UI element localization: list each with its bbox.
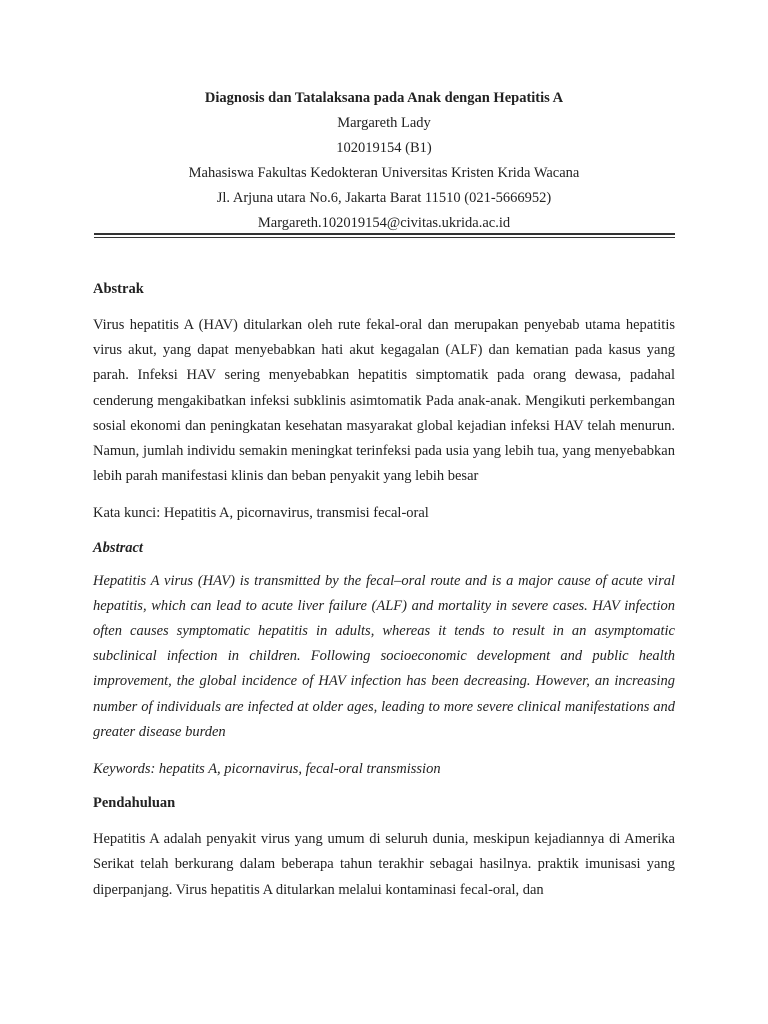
author-name: Margareth Lady xyxy=(337,115,431,131)
student-id: 102019154 (B1) xyxy=(336,140,432,156)
title-block xyxy=(0,86,768,236)
email: Margareth.102019154@civitas.ukrida.ac.id xyxy=(257,215,511,231)
abstract-body: Hepatitis A virus (HAV) is transmitted by the fecal–oral route and is a major cause of acute viral hepatitis, which can lead to acute liver failure (ALF) and mortality in severe cases. HAV infection often causes symptomatic hepatitis in adults, whereas it tends to result in an asymptomatic subclinical infection in children. Following socioeconomic development and public health improvement, the global incidence of HAV infection has been decreasing. However, an increasing number of individuals are infected at older ages, leading to more severe clinical manifestations and greater disease burden xyxy=(93,572,675,740)
abstrak-keywords: Kata kunci: Hepatitis A, picornavirus, transmisi fecal-oral xyxy=(93,505,429,522)
address: Jl. Arjuna utara No.6, Jakarta Barat 11510 (021-5666952) xyxy=(216,190,552,206)
paper-body xyxy=(93,280,675,903)
abstract-heading: Abstract xyxy=(93,539,143,556)
header-rule-thick xyxy=(94,233,675,235)
pendahuluan-heading: Pendahuluan xyxy=(93,795,176,812)
pendahuluan-body: Hepatitis A adalah penyakit virus yang umum di seluruh dunia, meskipun kejadiannya di Amerika Serikat telah berkurang dalam beberapa tahun terakhir sebagai hasilnya. praktik imunisasi yang diperpanjang. Virus hepatitis A ditularkan melalui kontaminasi fecal-oral, dan xyxy=(93,831,675,898)
header-rule-thin xyxy=(94,237,675,238)
abstrak-body: Virus hepatitis A (HAV) ditularkan oleh rute fekal-oral dan merupakan penyebab utama hepatitis virus akut, yang dapat menyebabkan hati akut kegagalan (ALF) dan kematian pada kasus yang parah. Infeksi HAV sering menyebabkan hepatitis simptomatik pada orang dewasa, padahal cenderung mengakibatkan infeksi subklinis asimtomatik Pada anak-anak. Mengikuti perkembangan sosial ekonomi dan peningkatan kesehatan masyarakat global kejadian infeksi HAV telah menurun. Namun, jumlah individu semakin meningkat terinfeksi pada usia yang lebih tua, yang menyebabkan lebih parah manifestasi klinis dan beban penyakit yang lebih besar xyxy=(93,317,675,485)
abstract-keywords: Keywords: hepatits A, picornavirus, fecal-oral transmission xyxy=(93,761,441,778)
abstrak-heading: Abstrak xyxy=(93,281,144,297)
affiliation: Mahasiswa Fakultas Kedokteran Universitas Kristen Krida Wacana xyxy=(188,165,580,181)
paper-title: Diagnosis dan Tatalaksana pada Anak dengan Hepatitis A xyxy=(204,90,564,106)
